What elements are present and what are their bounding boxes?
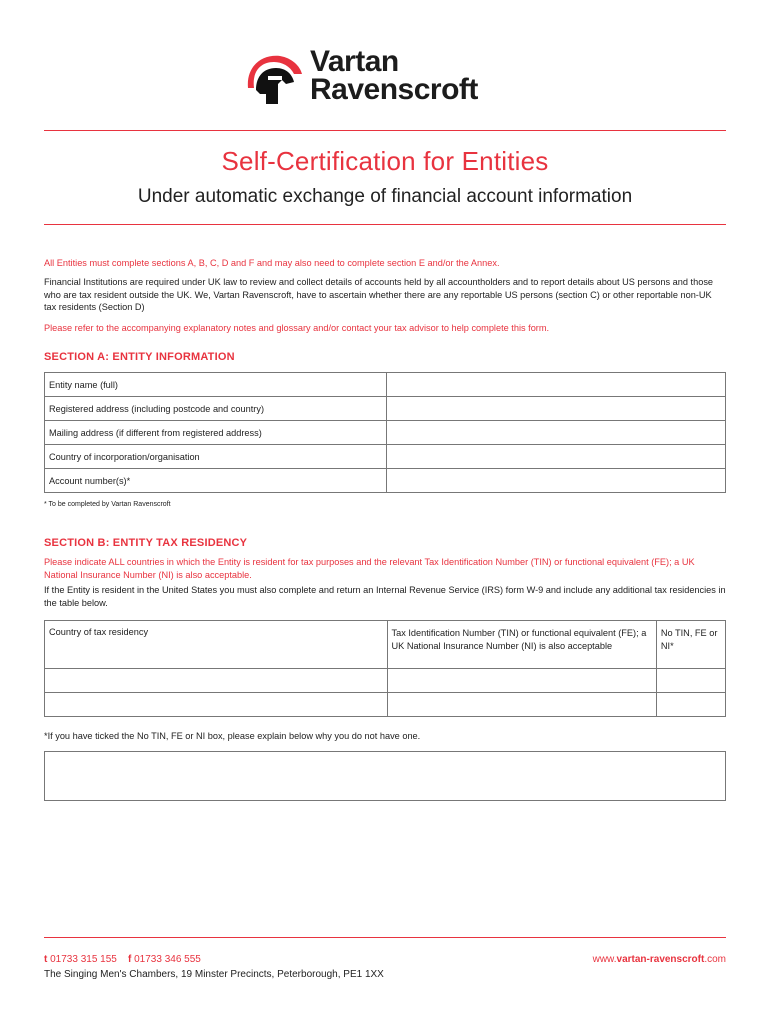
section-a-heading: SECTION A: ENTITY INFORMATION: [44, 351, 235, 363]
website-link[interactable]: [593, 954, 726, 965]
entity-info-row: [45, 469, 726, 493]
fax-label: f: [127, 954, 132, 965]
section-a-footnote: * To be completed by Vartan Ravenscroft: [44, 501, 171, 508]
tin-input-1[interactable]: [387, 669, 656, 693]
tax-residency-row: [45, 693, 726, 717]
website-prefix: www.: [592, 954, 617, 965]
entity-info-label: Registered address (including postcode and country): [45, 397, 387, 421]
tax-residency-header-row: [45, 621, 726, 669]
entity-info-row: [45, 397, 726, 421]
no-tin-explain-label: *If you have ticked the No TIN, FE or NI box, please explain below why you do not have one.: [44, 731, 421, 741]
entity-info-input[interactable]: [387, 469, 726, 493]
intro-legal-text: Financial Institutions are required under UK law to review and collect details of accounts held by all accountholders and to report details about US persons and those who are tax resident outside the UK. We, Vartan Ravenscroft, have to ascertain whether there are any reportable US persons (section C) or other reportable non-UK tax residents (Section D): [44, 277, 714, 312]
header-divider: [44, 130, 726, 131]
brand-line-1: Vartan: [310, 45, 399, 78]
entity-info-input[interactable]: [387, 397, 726, 421]
tin-input-2[interactable]: [387, 693, 656, 717]
no-tin-checkbox-2[interactable]: [656, 693, 725, 717]
col-country-of-tax-residency: Country of tax residency: [45, 621, 388, 669]
website-suffix: .com: [704, 954, 726, 965]
entity-info-label: Entity name (full): [45, 373, 387, 397]
entity-information-table: [44, 372, 726, 493]
footer-contact: [44, 954, 201, 965]
country-input-2[interactable]: [45, 693, 388, 717]
tax-residency-row: [45, 669, 726, 693]
entity-info-input[interactable]: [387, 373, 726, 397]
phone-number: 01733 315 155: [50, 954, 117, 965]
entity-info-label: Account number(s)*: [45, 469, 387, 493]
no-tin-explanation-field[interactable]: [44, 751, 726, 801]
section-b-heading: SECTION B: ENTITY TAX RESIDENCY: [44, 537, 248, 549]
entity-info-label: Country of incorporation/organisation: [45, 445, 387, 469]
page-title: Self-Certification for Entities: [221, 146, 549, 176]
section-b-instruction: Please indicate ALL countries in which the Entity is resident for tax purposes and the relevant Tax Identification Number (TIN) or functional equivalent (FE); a UK National Insurance Number (NI) is also acceptable.: [44, 557, 695, 580]
no-tin-checkbox-1[interactable]: [656, 669, 725, 693]
phone-label: t: [44, 954, 48, 965]
intro-refer-note: Please refer to the accompanying explanatory notes and glossary and/or contact your tax advisor to help complete this form.: [44, 323, 550, 333]
col-no-tin: No TIN, FE or NI*: [656, 621, 725, 669]
col-tin-fe-ni: Tax Identification Number (TIN) or functional equivalent (FE); a UK National Insurance Number (NI) is also acceptable: [387, 621, 656, 669]
entity-info-row: [45, 445, 726, 469]
website-domain: vartan-ravenscroft: [616, 954, 705, 965]
brand-wordmark: [310, 45, 478, 106]
helmet-logo-icon: [242, 50, 304, 110]
country-input-1[interactable]: [45, 669, 388, 693]
entity-info-label: Mailing address (if different from registered address): [45, 421, 387, 445]
entity-info-row: [45, 373, 726, 397]
intro-sections-note: All Entities must complete sections A, B, C, D and F and may also need to complete section E and/or the Annex.: [44, 258, 500, 268]
brand-line-2: Ravenscroft: [310, 73, 478, 106]
page-subtitle: Under automatic exchange of financial account information: [137, 186, 633, 207]
footer-divider: [44, 937, 726, 938]
footer-address: The Singing Men's Chambers, 19 Minster Precincts, Peterborough, PE1 1XX: [44, 969, 384, 980]
fax-number: 01733 346 555: [134, 954, 201, 965]
entity-info-row: [45, 421, 726, 445]
section-b-us-note: If the Entity is resident in the United States you must also complete and return an Internal Revenue Service (IRS) form W-9 and include any additional tax residencies in the table below.: [44, 585, 726, 608]
company-logo: [242, 45, 532, 110]
entity-info-input[interactable]: [387, 421, 726, 445]
subtitle-divider: [44, 224, 726, 225]
entity-info-input[interactable]: [387, 445, 726, 469]
tax-residency-table: [44, 620, 726, 717]
